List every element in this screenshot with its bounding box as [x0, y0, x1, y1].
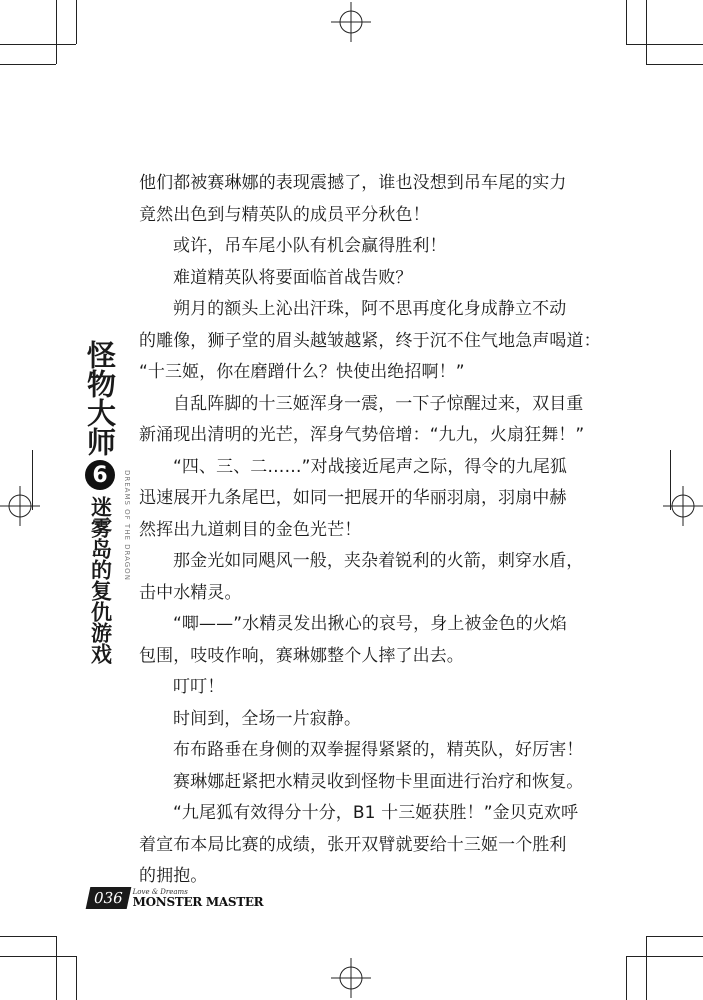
crop-mark-bottom-right-h — [646, 936, 703, 937]
crop-mark-bottom-right-v — [646, 936, 647, 1000]
text-line: “九尾狐有效得分十分，B1 十三姬获胜！”金贝克欢呼 — [173, 803, 579, 823]
text-line: 包围，吱吱作响，赛琳娜整个人摔了出去。 — [139, 645, 464, 666]
registration-mark-bottom — [331, 958, 371, 998]
crop-mark-bottom-left-h2 — [0, 956, 76, 957]
text-line: 击中水精灵。 — [139, 582, 242, 603]
paragraph — [139, 389, 585, 452]
text-line: “四、三、二……”对战接近尾声之际，得令的九尾狐 — [173, 456, 568, 477]
page-footer — [88, 887, 263, 909]
paragraph — [139, 672, 579, 704]
paragraph — [139, 294, 601, 389]
text-line: 赛琳娜赶紧把水精灵收到怪物卡里面进行治疗和恢复。 — [173, 771, 584, 792]
text-line: 的雕像，狮子堂的眉头越皱越紧，终于沉不住气地急声喝道： — [139, 330, 601, 351]
series-title-en: DREAMS OF THE DRAGON — [123, 470, 131, 581]
crop-mark-bottom-left-h — [0, 936, 56, 937]
text-line: 的拥抱。 — [139, 866, 208, 886]
crop-mark-top-left-h2 — [0, 44, 76, 45]
text-line: 布布路垂在身侧的双拳握得紧紧的，精英队，好厉害！ — [173, 740, 584, 760]
paragraph — [139, 452, 579, 547]
paragraph — [139, 609, 579, 672]
crop-mark-top-left-h — [0, 64, 56, 65]
series-title: 怪物大师 — [83, 340, 117, 456]
crop-mark-left-side — [32, 450, 33, 510]
page-number: 036 — [86, 887, 131, 909]
text-line: 迅速展开九条尾巴，如同一把展开的华丽羽扇，羽扇中赫 — [139, 488, 567, 508]
registration-mark-right — [663, 486, 703, 526]
paragraph — [139, 735, 584, 767]
volume-number-badge: 6 — [85, 460, 115, 490]
text-line: “唧——”水精灵发出揪心的哀号，身上被金色的火焰 — [173, 614, 568, 634]
text-line: 着宣布本局比赛的成绩，张开双臂就要给十三姬一个胜利 — [139, 834, 567, 855]
text-line: “十三姬，你在磨蹭什么？快使出绝招啊！” — [139, 362, 465, 382]
crop-mark-top-right-v2 — [626, 0, 627, 44]
text-line: 叮叮！ — [173, 677, 225, 697]
running-title — [76, 340, 124, 664]
book-subtitle: 迷雾岛的复仇游戏 — [88, 496, 113, 664]
crop-mark-bottom-left-v — [56, 936, 57, 1000]
registration-mark-top — [331, 2, 371, 42]
text-line: 时间到，全场一片寂静。 — [173, 708, 362, 729]
registration-mark-left — [0, 486, 40, 526]
brand-small-text: Love & Dreams — [132, 887, 188, 896]
crop-mark-bottom-left-v2 — [76, 956, 77, 1000]
brand-large-text: MONSTER MASTER — [132, 894, 264, 909]
text-line: 朔月的额头上沁出汗珠，阿不思再度化身成静立不动 — [173, 299, 567, 319]
text-line: 难道精英队将要面临首战告败？ — [173, 267, 413, 288]
text-line: 自乱阵脚的十三姬浑身一震，一下子惊醒过来，双目重 — [173, 393, 584, 414]
paragraph — [139, 263, 579, 295]
body-text — [139, 168, 601, 893]
text-line: 那金光如同飓风一般，夹杂着锐利的火箭，刺穿水盾， — [173, 551, 584, 571]
text-line: 然挥出九道刺目的金色光芒！ — [139, 519, 362, 540]
paragraph — [139, 767, 584, 799]
crop-mark-top-right-h2 — [626, 44, 703, 45]
crop-mark-top-right-h — [646, 64, 703, 65]
paragraph — [139, 704, 579, 736]
crop-mark-bottom-right-h2 — [626, 956, 703, 957]
crop-mark-right-side — [670, 450, 671, 510]
text-line: 或许，吊车尾小队有机会赢得胜利！ — [173, 236, 447, 256]
text-line: 他们都被赛琳娜的表现震撼了，谁也没想到吊车尾的实力 — [139, 173, 567, 193]
paragraph — [139, 168, 579, 231]
paragraph — [139, 546, 584, 609]
brand-logo — [133, 889, 264, 908]
text-line: 竟然出色到与精英队的成员平分秋色！ — [139, 204, 430, 225]
paragraph — [139, 798, 579, 893]
crop-mark-top-right-v — [646, 0, 647, 64]
crop-mark-bottom-right-v2 — [626, 956, 627, 1000]
crop-mark-top-left-v2 — [76, 0, 77, 44]
crop-mark-top-left-v — [56, 0, 57, 64]
paragraph — [139, 231, 579, 263]
text-line: 新涌现出清明的光芒，浑身气势倍增：“九九，火扇狂舞！” — [139, 425, 585, 445]
